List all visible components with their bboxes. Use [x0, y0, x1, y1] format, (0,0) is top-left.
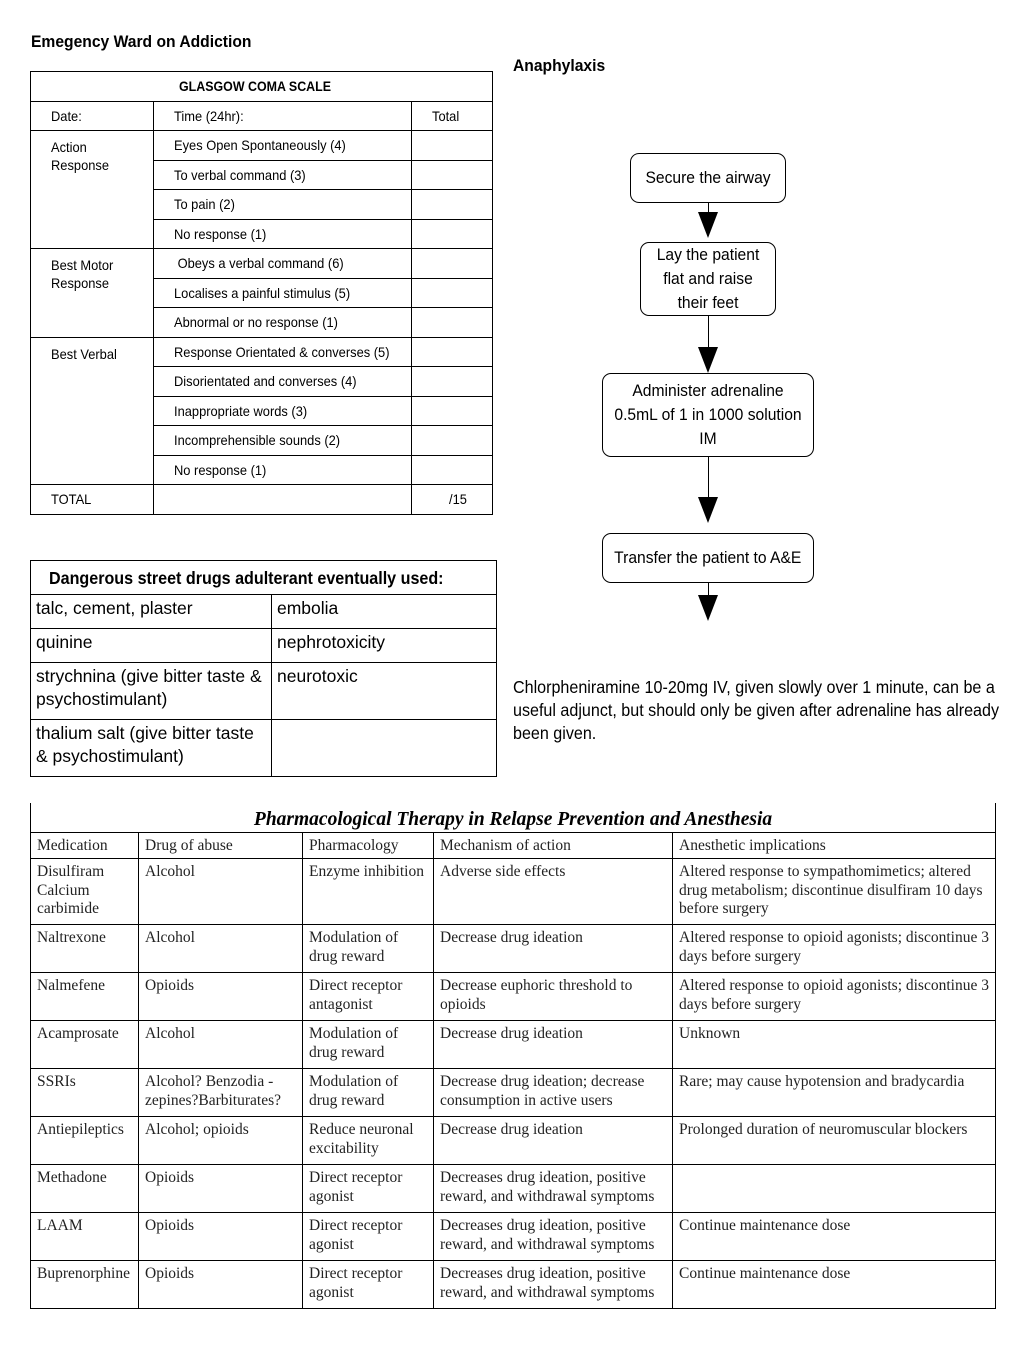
pharm-medication: Buprenorphine — [31, 1261, 139, 1309]
pharm-medication: Antiepileptics — [31, 1117, 139, 1165]
gcs-row — [31, 249, 493, 279]
anaphylaxis-title: Anaphylaxis — [513, 56, 606, 75]
pharm-row — [31, 1021, 996, 1069]
gcs-category-best-verbal: Best Verbal — [31, 337, 154, 485]
gcs-total-label: Total — [412, 101, 493, 131]
pharm-anesthetic-implications: Continue maintenance dose — [673, 1261, 996, 1309]
pharm-drug-of-abuse: Opioids — [139, 1261, 303, 1309]
gcs-title-row — [31, 72, 493, 102]
pharm-medication: Acamprosate — [31, 1021, 139, 1069]
flow-step-administer-adrenaline: Administer adrenaline 0.5mL of 1 in 1000 solution IM — [602, 373, 814, 457]
pharm-pharmacology: Reduce neuronal excitability — [303, 1117, 434, 1165]
pharm-medication: Nalmefene — [31, 973, 139, 1021]
pharm-medication: Disulfiram Calcium carbimide — [31, 859, 139, 925]
gcs-criterion: Localises a painful stimulus (5) — [154, 278, 412, 308]
pharm-drug-of-abuse: Alcohol? Benzodia -zepines?Barbiturates? — [139, 1069, 303, 1117]
gcs-date-label: Date: — [31, 101, 154, 131]
pharm-drug-of-abuse: Alcohol — [139, 859, 303, 925]
adulterant-row — [31, 629, 497, 663]
gcs-category-best-motor: Best Motor Response — [31, 249, 154, 338]
pharm-anesthetic-implications: Prolonged duration of neuromuscular blockers — [673, 1117, 996, 1165]
pharm-pharmacology: Direct receptor agonist — [303, 1165, 434, 1213]
adulterants-table — [30, 560, 497, 777]
gcs-criterion: Response Orientated & converses (5) — [154, 337, 412, 367]
pharmacological-therapy-table — [30, 803, 996, 1309]
flow-step-lay-patient-flat: Lay the patient flat and raise their feet — [640, 242, 776, 316]
gcs-score-cell[interactable] — [412, 278, 493, 308]
pharm-row — [31, 859, 996, 925]
pharm-pharmacology: Modulation of drug reward — [303, 1021, 434, 1069]
adulterant-substance: thalium salt (give bitter taste & psychostimulant) — [31, 720, 272, 777]
pharm-row — [31, 1261, 996, 1309]
page-title: Emegency Ward on Addiction — [31, 32, 252, 51]
gcs-score-cell[interactable] — [412, 367, 493, 397]
flow-step-secure-airway: Secure the airway — [630, 153, 786, 203]
adulterant-effect — [272, 720, 497, 777]
gcs-total-time-cell[interactable] — [154, 485, 412, 515]
pharm-title: Pharmacological Therapy in Relapse Prevention and Anesthesia — [31, 803, 996, 832]
pharm-anesthetic-implications: Altered response to sympathomimetics; altered drug metabolism; discontinue disulfiram 10 days before surgery — [673, 859, 996, 925]
pharm-mechanism: Decrease drug ideation — [434, 925, 673, 973]
gcs-row — [31, 131, 493, 161]
gcs-score-cell[interactable] — [412, 131, 493, 161]
glasgow-coma-scale-table — [30, 71, 493, 515]
gcs-total-max: /15 — [412, 485, 493, 515]
pharm-mechanism: Decrease drug ideation — [434, 1021, 673, 1069]
gcs-score-cell[interactable] — [412, 160, 493, 190]
pharm-mechanism: Decrease drug ideation — [434, 1117, 673, 1165]
gcs-criterion: Eyes Open Spontaneously (4) — [154, 131, 412, 161]
pharm-medication: LAAM — [31, 1213, 139, 1261]
pharm-anesthetic-implications: Continue maintenance dose — [673, 1213, 996, 1261]
gcs-criterion: Abnormal or no response (1) — [154, 308, 412, 338]
pharm-row — [31, 1117, 996, 1165]
flow-arrow-icon — [698, 595, 718, 621]
pharm-row — [31, 973, 996, 1021]
gcs-criterion: Obeys a verbal command (6) — [154, 249, 412, 279]
adulterant-row — [31, 595, 497, 629]
pharm-medication: SSRIs — [31, 1069, 139, 1117]
pharm-header-mechanism: Mechanism of action — [434, 832, 673, 859]
adulterant-substance: talc, cement, plaster — [31, 595, 272, 629]
pharm-drug-of-abuse: Opioids — [139, 1165, 303, 1213]
pharm-header-pharmacology: Pharmacology — [303, 832, 434, 859]
pharm-anesthetic-implications — [673, 1165, 996, 1213]
gcs-criterion: Inappropriate words (3) — [154, 396, 412, 426]
pharm-title-row — [31, 803, 996, 832]
pharm-mechanism: Decrease drug ideation; decrease consumption in active users — [434, 1069, 673, 1117]
pharm-drug-of-abuse: Alcohol; opioids — [139, 1117, 303, 1165]
pharm-medication: Naltrexone — [31, 925, 139, 973]
gcs-score-cell[interactable] — [412, 396, 493, 426]
pharm-anesthetic-implications: Unknown — [673, 1021, 996, 1069]
gcs-criterion: Incomprehensible sounds (2) — [154, 426, 412, 456]
gcs-criterion: No response (1) — [154, 455, 412, 485]
pharm-row — [31, 1069, 996, 1117]
adulterants-title-row — [31, 561, 497, 595]
pharm-anesthetic-implications: Rare; may cause hypotension and bradycardia — [673, 1069, 996, 1117]
pharm-row — [31, 925, 996, 973]
pharm-medication: Methadone — [31, 1165, 139, 1213]
pharm-pharmacology: Direct receptor agonist — [303, 1261, 434, 1309]
adulterant-effect: nephrotoxicity — [272, 629, 497, 663]
pharm-mechanism: Decreases drug ideation, positive reward, and withdrawal symptoms — [434, 1213, 673, 1261]
flow-step-transfer-to-ae: Transfer the patient to A&E — [602, 533, 814, 583]
pharm-header-row — [31, 832, 996, 859]
gcs-category-action-response: Action Response — [31, 131, 154, 249]
pharm-drug-of-abuse: Alcohol — [139, 925, 303, 973]
flow-arrow-icon — [698, 212, 718, 238]
pharm-pharmacology: Modulation of drug reward — [303, 1069, 434, 1117]
gcs-score-cell[interactable] — [412, 426, 493, 456]
pharm-drug-of-abuse: Alcohol — [139, 1021, 303, 1069]
adulterant-effect: neurotoxic — [272, 663, 497, 720]
pharm-pharmacology: Direct receptor antagonist — [303, 973, 434, 1021]
pharm-header-medication: Medication — [31, 832, 139, 859]
gcs-total-footer-label: TOTAL — [31, 485, 154, 515]
gcs-criterion: To pain (2) — [154, 190, 412, 220]
gcs-time-label: Time (24hr): — [154, 101, 412, 131]
adulterant-row — [31, 720, 497, 777]
gcs-title: GLASGOW COMA SCALE — [31, 72, 493, 102]
pharm-mechanism: Decreases drug ideation, positive reward, and withdrawal symptoms — [434, 1165, 673, 1213]
gcs-score-cell[interactable] — [412, 337, 493, 367]
pharm-pharmacology: Modulation of drug reward — [303, 925, 434, 973]
pharm-row — [31, 1213, 996, 1261]
gcs-total-row — [31, 485, 493, 515]
pharm-drug-of-abuse: Opioids — [139, 1213, 303, 1261]
gcs-header-row — [31, 101, 493, 131]
pharm-pharmacology: Enzyme inhibition — [303, 859, 434, 925]
flow-connector — [708, 315, 709, 349]
gcs-score-cell[interactable] — [412, 308, 493, 338]
pharm-header-anesthetic-implications: Anesthetic implications — [673, 832, 996, 859]
pharm-pharmacology: Direct receptor agonist — [303, 1213, 434, 1261]
gcs-criterion: No response (1) — [154, 219, 412, 249]
gcs-criterion: To verbal command (3) — [154, 160, 412, 190]
flow-arrow-icon — [698, 347, 718, 373]
chlorpheniramine-note: Chlorpheniramine 10-20mg IV, given slowly over 1 minute, can be a useful adjunct, but should only be given after adrenaline has already been given. — [513, 677, 1000, 743]
gcs-score-cell[interactable] — [412, 190, 493, 220]
pharm-mechanism: Decrease euphoric threshold to opioids — [434, 973, 673, 1021]
pharm-mechanism: Decreases drug ideation, positive reward, and withdrawal symptoms — [434, 1261, 673, 1309]
adulterants-title: Dangerous street drugs adulterant eventually used: — [31, 561, 497, 595]
pharm-drug-of-abuse: Opioids — [139, 973, 303, 1021]
pharm-mechanism: Adverse side effects — [434, 859, 673, 925]
gcs-row — [31, 337, 493, 367]
pharm-row — [31, 1165, 996, 1213]
adulterant-row — [31, 663, 497, 720]
adulterant-substance: strychnina (give bitter taste & psychostimulant) — [31, 663, 272, 720]
gcs-score-cell[interactable] — [412, 249, 493, 279]
adulterant-substance: quinine — [31, 629, 272, 663]
pharm-anesthetic-implications: Altered response to opioid agonists; discontinue 3 days before surgery — [673, 973, 996, 1021]
adulterant-effect: embolia — [272, 595, 497, 629]
pharm-anesthetic-implications: Altered response to opioid agonists; discontinue 3 days before surgery — [673, 925, 996, 973]
pharm-header-drug-of-abuse: Drug of abuse — [139, 832, 303, 859]
flow-connector — [708, 456, 709, 498]
gcs-criterion: Disorientated and converses (4) — [154, 367, 412, 397]
flow-arrow-icon — [698, 497, 718, 523]
flow-connector — [708, 582, 709, 596]
gcs-score-cell[interactable] — [412, 455, 493, 485]
gcs-score-cell[interactable] — [412, 219, 493, 249]
